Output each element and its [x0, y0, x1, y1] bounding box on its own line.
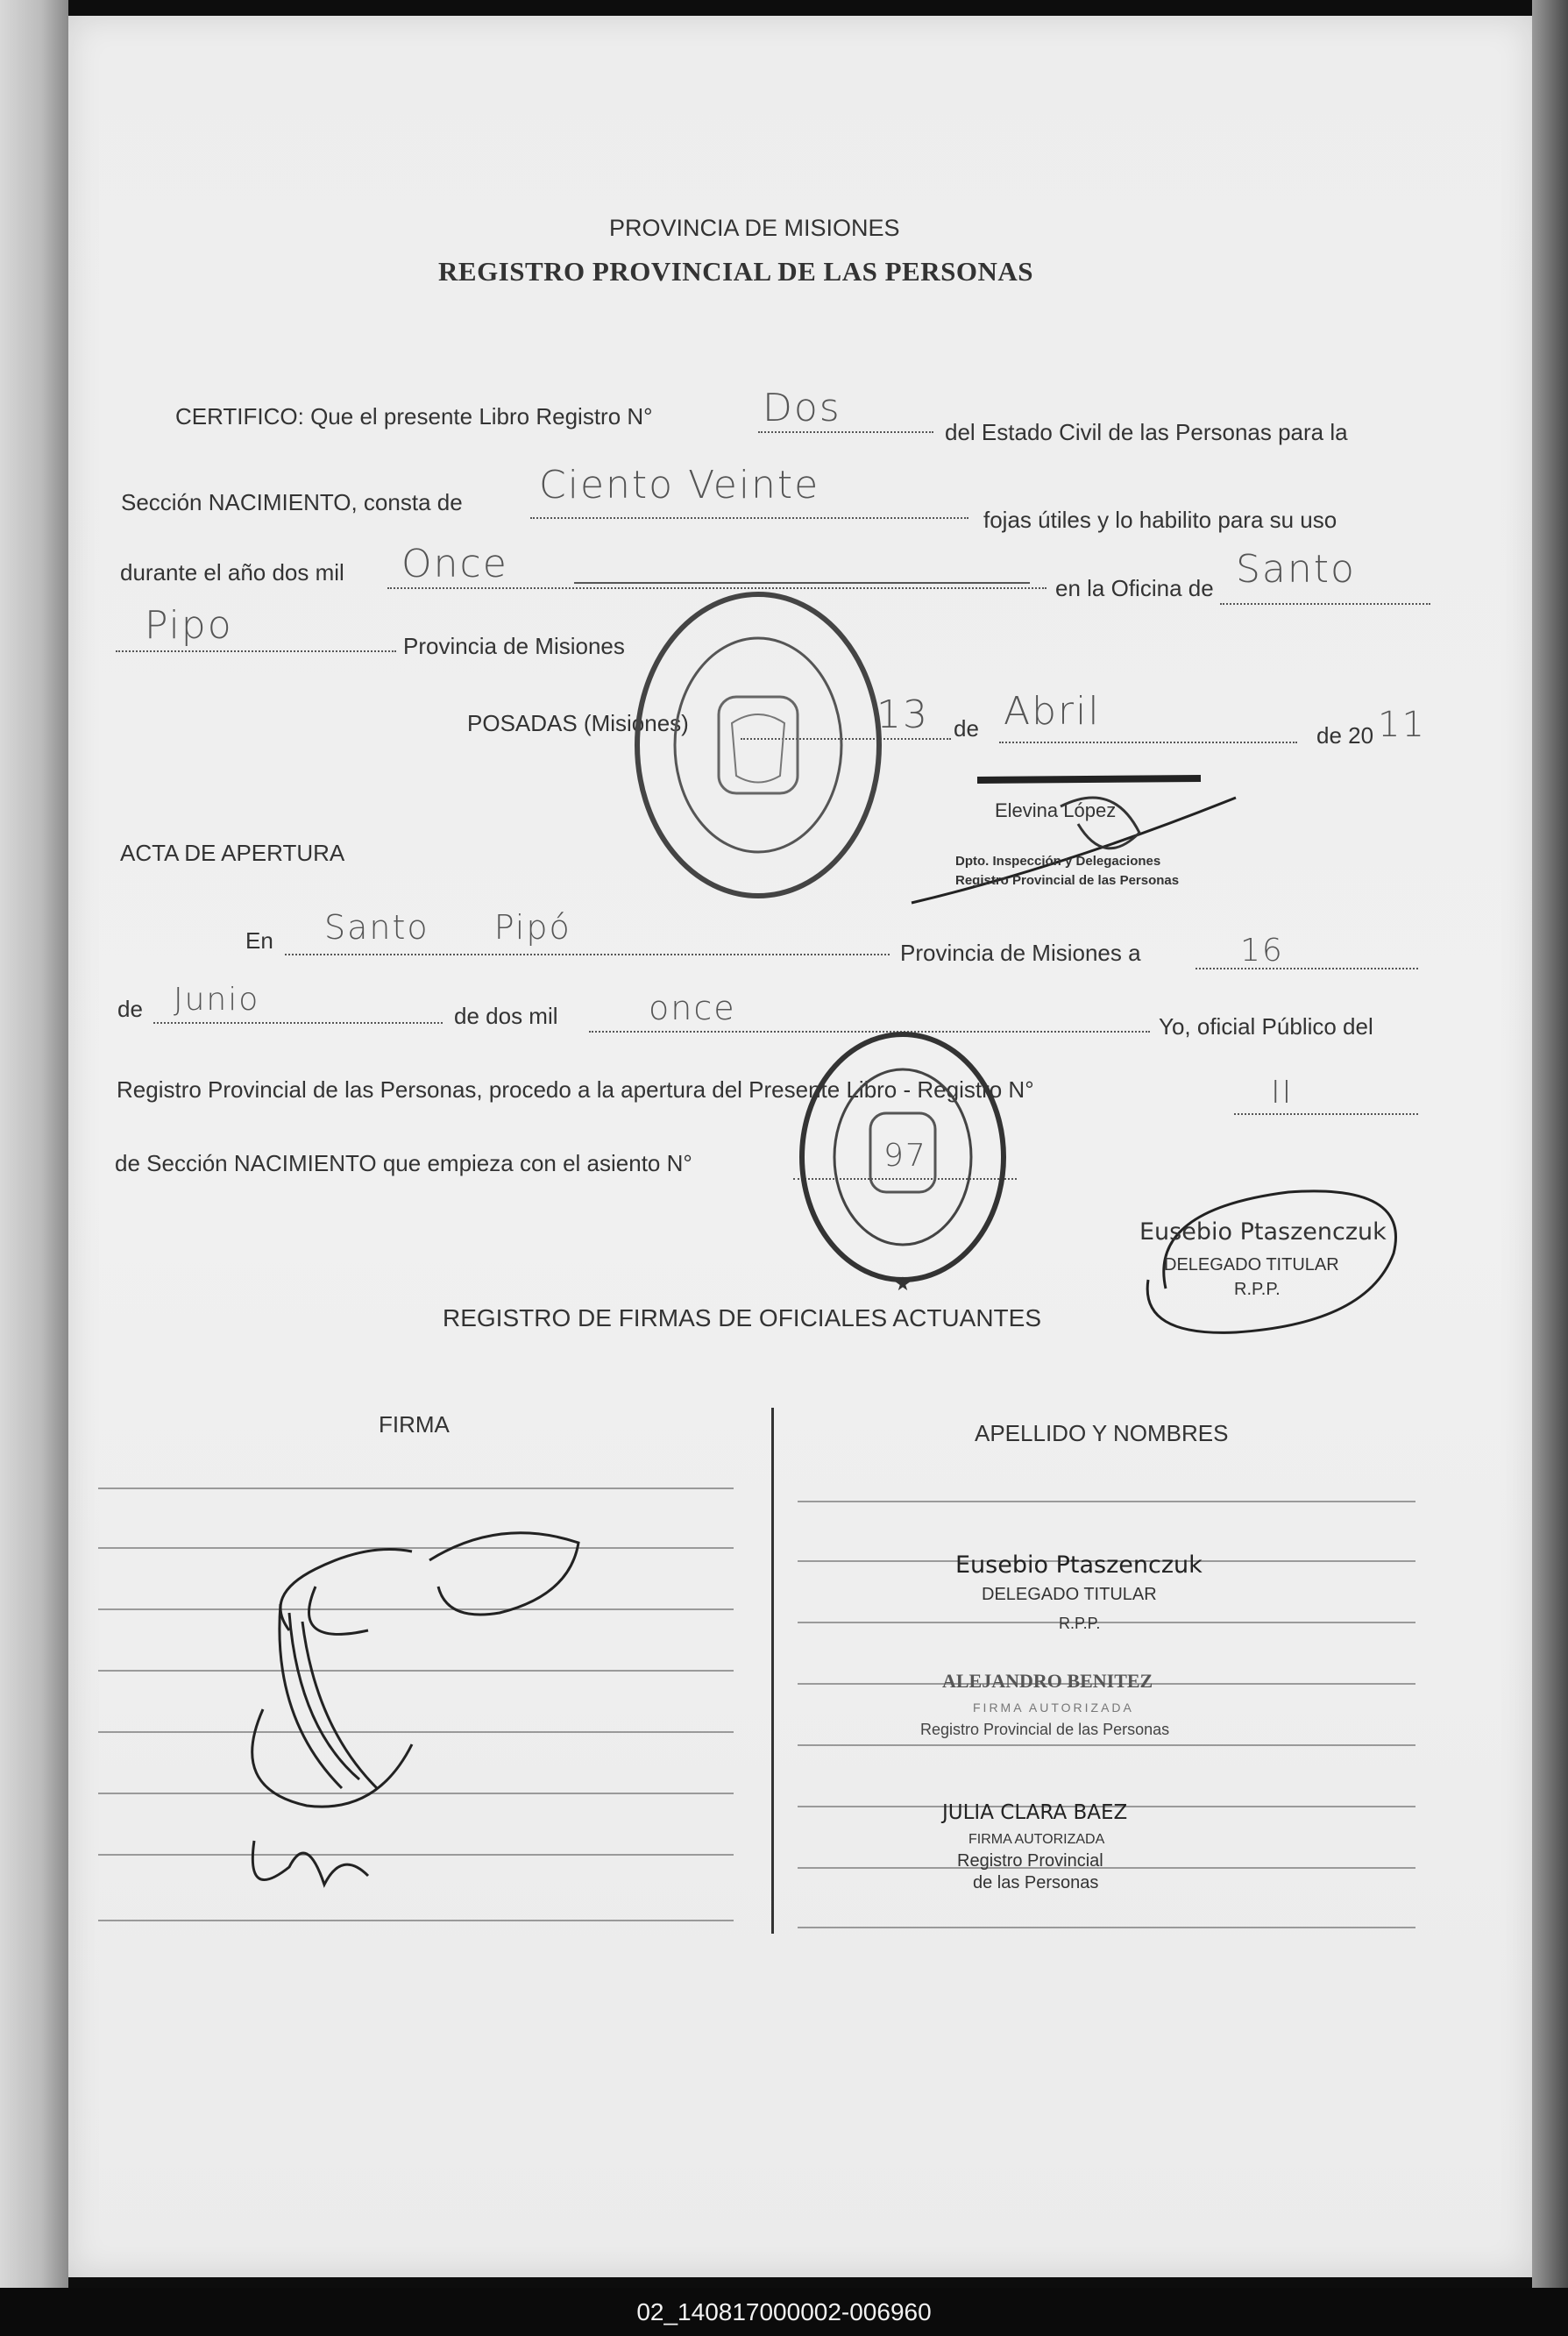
certifico-line3-post: en la Oficina de: [1055, 575, 1214, 601]
book-left-edge: [0, 0, 68, 2288]
entry-2-name: ALEJANDRO BENITEZ: [942, 1670, 1153, 1692]
dotted-line: [1234, 1113, 1418, 1115]
certifico-line1-pre: CERTIFICO: Que el presente Libro Registro N°: [175, 403, 653, 430]
round-seal-stamp: [627, 583, 890, 907]
handwritten-month: Abril: [1004, 689, 1101, 734]
certifico-line4-post: Provincia de Misiones: [403, 633, 625, 659]
dotted-line: [758, 431, 933, 433]
entry-3-extra2: de las Personas: [973, 1873, 1099, 1892]
posadas-label: POSADAS (Misiones): [467, 710, 689, 736]
year-pre-label: de 20: [1316, 722, 1374, 749]
signer-2-rpp: R.P.P.: [1234, 1280, 1281, 1299]
acta-line3: Registro Provincial de las Personas, procedo a la apertura del Presente Libro - Registro N°: [117, 1076, 1034, 1103]
entry-3-extra: Registro Provincial: [957, 1851, 1103, 1871]
table-row-line: [798, 1867, 1415, 1869]
handwritten-folios: Ciento Veinte: [539, 463, 820, 508]
table-row-line: [98, 1920, 734, 1921]
dotted-line: [116, 650, 396, 652]
handwritten-acta-month: Junio: [174, 982, 260, 1018]
signer-1-dept: Dpto. Inspección y Delegaciones: [955, 854, 1161, 869]
acta-yo: Yo, oficial Público del: [1159, 1013, 1373, 1040]
delegation-seal-stamp: [793, 1026, 1012, 1297]
signer-1-registry: Registro Provincial de las Personas: [955, 873, 1180, 888]
dotted-line: [153, 1022, 443, 1024]
signer-2-role: DELEGADO TITULAR: [1164, 1255, 1339, 1275]
acta-de: de: [117, 996, 143, 1022]
date-de-label: de: [954, 715, 979, 742]
certifico-line2-post: fojas útiles y lo habilito para su uso: [983, 507, 1337, 533]
dotted-line: [285, 954, 890, 955]
table-row-line: [98, 1488, 734, 1489]
handwritten-acta-registro: II: [1271, 1075, 1294, 1111]
table-divider: [771, 1408, 774, 1934]
acta-dosmil: de dos mil: [454, 1003, 558, 1029]
acta-prov: Provincia de Misiones a: [900, 940, 1141, 966]
certifico-line1-post: del Estado Civil de las Personas para la: [945, 419, 1348, 445]
handwritten-acta-asiento: 97: [883, 1138, 927, 1174]
acta-line4: de Sección NACIMIENTO que empieza con el asiento N°: [115, 1150, 692, 1176]
registry-heading: REGISTRO PROVINCIAL DE LAS PERSONAS: [438, 256, 1033, 287]
signer-2-name: Eusebio Ptaszenczuk: [1139, 1218, 1387, 1246]
firmas-col-signature: FIRMA: [379, 1411, 450, 1438]
handwritten-acta-day: 16: [1240, 933, 1284, 969]
dotted-line: [1220, 603, 1430, 605]
entry-2-extra: Registro Provincial de las Personas: [920, 1721, 1170, 1738]
table-row-line: [798, 1501, 1415, 1502]
book-right-edge: [1532, 0, 1568, 2288]
entry-3-name: JULIA CLARA BAEZ: [942, 1801, 1128, 1824]
handwritten-day: 13: [876, 692, 929, 737]
firmas-title: REGISTRO DE FIRMAS DE OFICIALES ACTUANTES: [443, 1304, 1041, 1331]
certifico-line3-pre: durante el año dos mil: [120, 559, 344, 586]
entry-3-role: FIRMA AUTORIZADA: [968, 1832, 1105, 1847]
handwritten-office-1: Santo: [1236, 547, 1356, 592]
signer-1-name: Elevina López: [995, 799, 1117, 821]
table-row-line: [798, 1622, 1415, 1623]
handwritten-book-number: Dos: [763, 386, 841, 430]
dotted-line: [1196, 968, 1418, 969]
svg-text:★: ★: [894, 1274, 912, 1296]
acta-en: En: [245, 927, 273, 954]
handwritten-signatures: [237, 1499, 605, 1902]
certifico-line2-pre: Sección NACIMIENTO, consta de: [121, 489, 463, 515]
dotted-line: [530, 517, 968, 519]
entry-2-role: FIRMA AUTORIZADA: [973, 1701, 1134, 1715]
firmas-col-names: APELLIDO Y NOMBRES: [975, 1420, 1229, 1446]
entry-1-extra: R.P.P.: [1059, 1615, 1101, 1632]
handwritten-year-digits: 11: [1378, 705, 1426, 745]
handwritten-year: Once: [401, 542, 508, 586]
handwritten-acta-place: Santo Pipó: [324, 908, 571, 947]
table-row-line: [798, 1744, 1415, 1746]
signature-block-1: [885, 763, 1253, 912]
province-heading: PROVINCIA DE MISIONES: [609, 215, 900, 241]
handwritten-office-2: Pipo: [145, 603, 233, 648]
entry-1-role: DELEGADO TITULAR: [982, 1585, 1157, 1604]
scan-footer-id: 02_140817000002-006960: [0, 2288, 1568, 2336]
table-row-line: [798, 1927, 1415, 1928]
entry-1-name: Eusebio Ptaszenczuk: [955, 1551, 1203, 1579]
handwritten-acta-year: once: [649, 989, 736, 1027]
acta-heading: ACTA DE APERTURA: [120, 840, 345, 866]
dotted-line: [999, 742, 1297, 743]
